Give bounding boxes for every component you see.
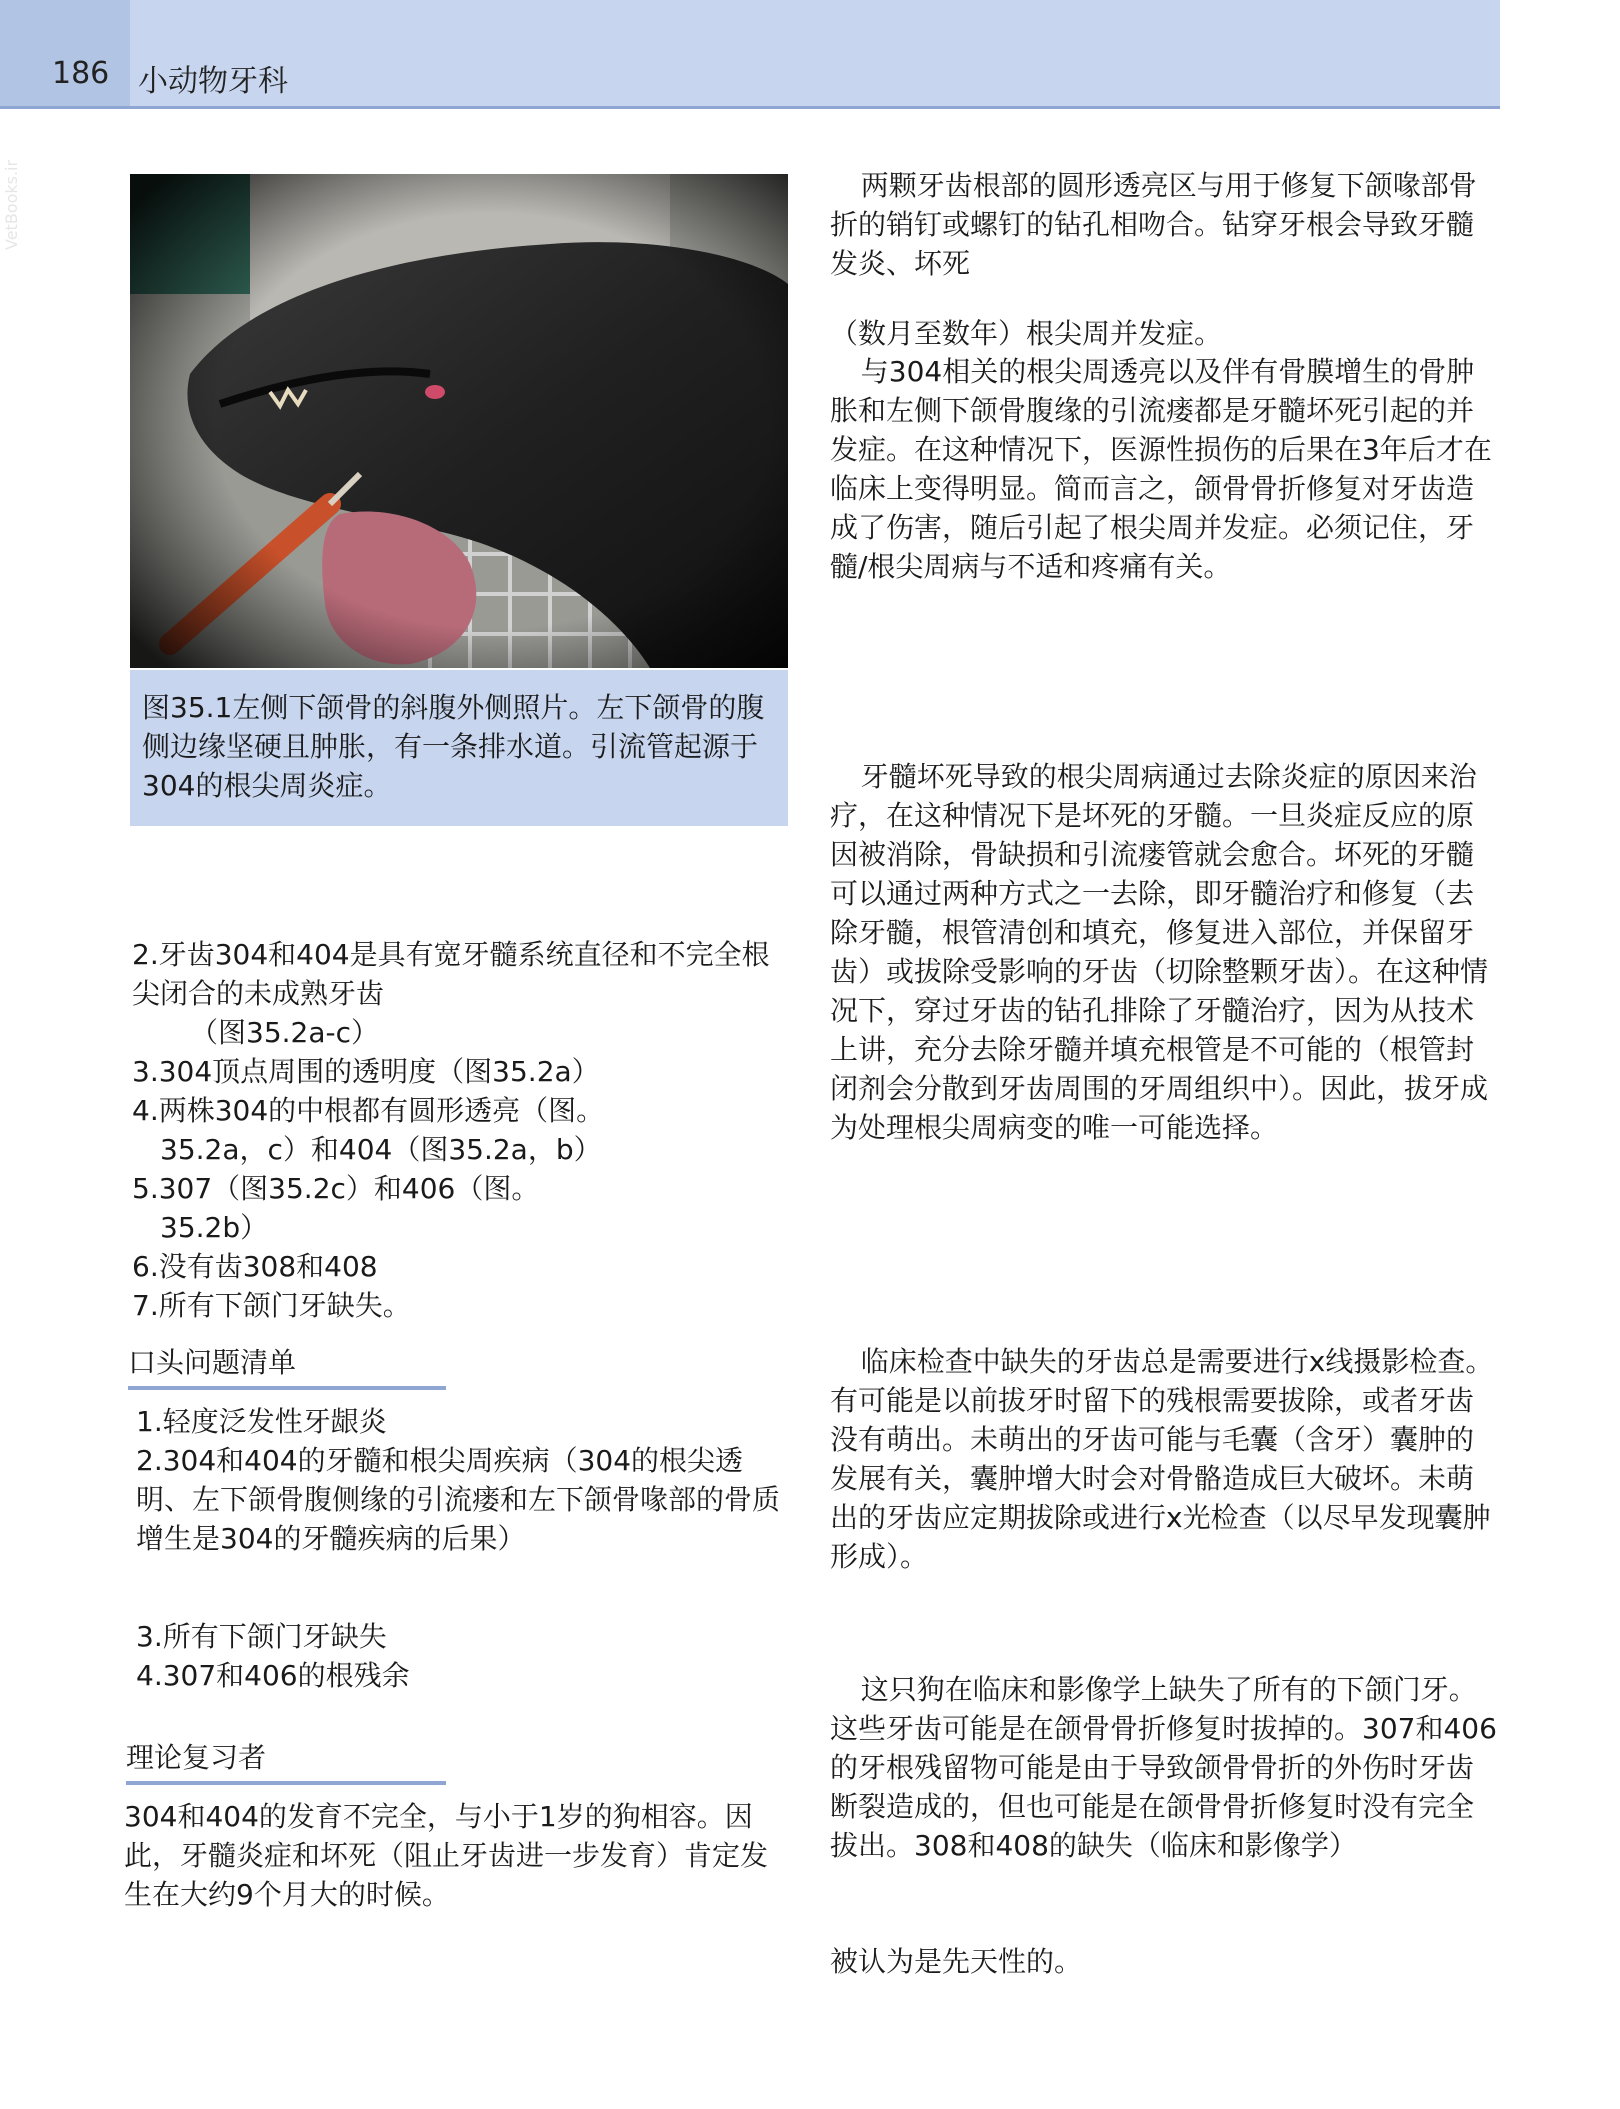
section-underline: [128, 1386, 446, 1390]
paragraph: 与304相关的根尖周透亮以及伴有骨膜增生的骨肿胀和左侧下颌骨腹缘的引流瘘都是牙髓坏死引起的并发症。在这种情况下，医源性损伤的后果在3年后才在临床上变得明显。简而言之，颌骨骨折修复对牙齿造成了伤害，随后引起了根尖周并发症。必须记住，牙髓/根尖周病与不适和疼痛有关。: [830, 355, 1492, 583]
section-title-oral-problems: 口头问题清单: [128, 1346, 297, 1379]
section-title-theory: 理论复习者: [126, 1741, 267, 1774]
paragraph: （数月至数年）根尖周并发症。: [830, 317, 1223, 350]
list-item: 7.所有下颌门牙缺失。: [132, 1289, 411, 1322]
paragraph: 两颗牙齿根部的圆形透亮区与用于修复下颌喙部骨折的销钉或螺钉的钻孔相吻合。钻穿牙根会导致牙髓发炎、坏死: [830, 169, 1477, 280]
list-item: 35.2a，c）和404（图35.2a，b）: [160, 1133, 602, 1166]
list-item: （图35.2a-c）: [190, 1016, 380, 1049]
oral-problem-list: [136, 1402, 786, 1558]
list-item: 1.轻度泛发性牙龈炎: [136, 1405, 387, 1438]
oral-problem-list-continued: [136, 1617, 786, 1695]
list-item: 5.307（图35.2c）和406（图。: [132, 1172, 540, 1205]
findings-list: [132, 935, 782, 1325]
figure-caption: 图35.1左侧下颌骨的斜腹外侧照片。左下颌骨的腹侧边缘坚硬且肿胀，有一条排水道。引流管起源于304的根尖周炎症。: [142, 691, 765, 802]
list-item: 4.307和406的根残余: [136, 1659, 410, 1692]
section-underline: [126, 1781, 446, 1785]
list-item: 2.牙齿304和404是具有宽牙髓系统直径和不完全根尖闭合的未成熟牙齿: [132, 938, 770, 1010]
paragraph: 这只狗在临床和影像学上缺失了所有的下颌门牙。这些牙齿可能是在颌骨骨折修复时拔掉的。307和406的牙根残留物可能是由于导致颌骨骨折的外伤时牙齿断裂造成的，但也可能是在颌骨骨折修复时没有完全拔出。308和408的缺失（临床和影像学）: [830, 1673, 1497, 1862]
page-number: 186: [52, 56, 110, 91]
list-item: 3.所有下颌门牙缺失: [136, 1620, 387, 1653]
list-item: 4.两株304的中根都有圆形透亮（图。: [132, 1094, 605, 1127]
dog-mandible-photo-illustration: [130, 174, 788, 668]
paragraph: 被认为是先天性的。: [830, 1945, 1083, 1978]
figure-caption-box: [130, 670, 788, 826]
list-item: 2.304和404的牙髓和根尖周疾病（304的根尖透明、左下颌骨腹侧缘的引流瘘和左下颌骨喙部的骨质增生是304的牙髓疾病的后果）: [136, 1444, 781, 1555]
paragraph: 牙髓坏死导致的根尖周病通过去除炎症的原因来治疗，在这种情况下是坏死的牙髓。一旦炎症反应的原因被消除，骨缺损和引流瘘管就会愈合。坏死的牙髓可以通过两种方式之一去除，即牙髓治疗和修复（去除牙髓，根管清创和填充，修复进入部位，并保留牙齿）或拔除受影响的牙齿（切除整颗牙齿）。在这种情况下，穿过牙齿的钻孔排除了牙髓治疗，因为从技术上讲，充分去除牙髓并填充根管是不可能的（根管封闭剂会分散到牙齿周围的牙周组织中）。因此，拔牙成为处理根尖周病变的唯一可能选择。: [830, 760, 1489, 1144]
watermark: VetBooks.ir: [2, 159, 21, 250]
running-title: 小动物牙科: [138, 64, 288, 99]
clinical-photo: [130, 174, 788, 668]
list-item: 3.304顶点周围的透明度（图35.2a）: [132, 1055, 600, 1088]
list-item: 6.没有齿308和408: [132, 1250, 378, 1283]
list-item: 35.2b）: [160, 1211, 269, 1244]
theory-paragraph: 304和404的发育不完全，与小于1岁的狗相容。因此，牙髓炎症和坏死（阻止牙齿进一步发育）肯定发生在大约9个月大的时候。: [124, 1800, 769, 1911]
paragraph: 临床检查中缺失的牙齿总是需要进行x线摄影检查。有可能是以前拔牙时留下的残根需要拔除，或者牙齿没有萌出。未萌出的牙齿可能与毛囊（含牙）囊肿的发展有关，囊肿增大时会对骨骼造成巨大破坏。未萌出的牙齿应定期拔除或进行x光检查（以尽早发现囊肿形成）。: [830, 1345, 1494, 1573]
